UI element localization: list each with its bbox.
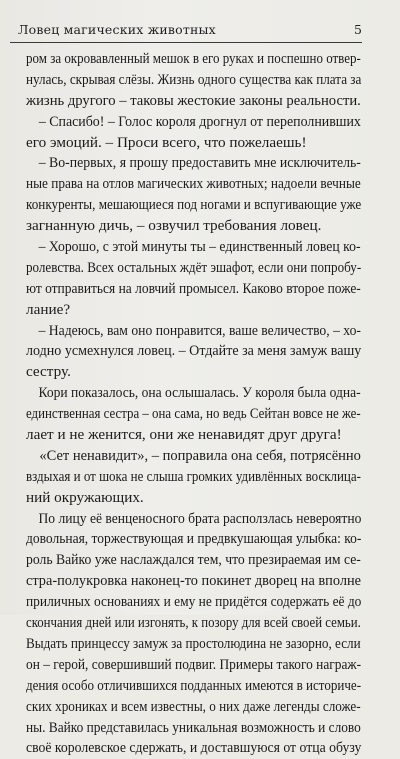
text-line: Кори показалось, она ослышалась. У короля была одна- [38,384,361,402]
text-line: роль Вайко уже наслаждался тем, что презираемая им се- [26,551,361,569]
text-line: он – герой, совершивший подвиг. Примеры такого награж- [26,655,362,673]
text-line: его эмоций. – Проси всего, что пожелаешь! [26,133,307,151]
text-line: ний окружающих. [26,488,144,506]
text-line: – Во-первых, я прошу предоставить мне исключитель- [38,154,361,172]
running-head-title: Ловец магических животных [18,22,216,37]
text-line: – Надеюсь, вам оно понравится, ваше величество, – хо- [38,321,361,339]
text-line: лание? [26,300,71,318]
text-line: По лицу её венценосного брата расползлась невероятно [38,509,362,527]
text-line: ны. Вайко представилась уникальная возможность и слово [26,718,361,736]
body-text [26,49,361,759]
text-line: довольная, торжествующая и предвкушающая улыбка: ко- [26,530,362,548]
text-line: сестру. [26,363,71,381]
text-line: конкуренты, мешающиеся под ногами и вспугивающие уже [26,196,362,214]
text-line: – Спасибо! – Голос короля дрогнул от переполнивших [38,112,361,130]
text-line: стра-полукровка наконец-то покинет дворец на вполне [26,572,362,590]
text-line: единственная сестра – она сама, но ведь Сейтан вовсе не же- [26,405,361,423]
text-line: приличных основаниях и ему не придётся содержать её до [26,593,362,611]
text-line: вздыхая и от шока не слыша громких удивлённых восклица- [26,467,361,485]
text-line: лодно усмехнулся ловец. – Отдайте за меня замуж вашу [26,342,362,360]
text-line: лает и не женится, они же ненавидят друг друга! [26,426,342,444]
page-number: 5 [354,22,362,37]
text-line: жизнь другого – таковы жестокие законы реальности. [26,91,361,109]
text-line: – Хорошо, с этой минуты ты – единственный ловец ко- [38,238,361,256]
text-line: нулась, скрывая слёзы. Жизнь одного существа как плата за [26,70,362,88]
text-line: ролевства. Всех остальных ждёт эшафот, если они попробу- [26,258,362,276]
text-line: дения особо отличившихся подданных имеются в историче- [26,676,362,694]
text-line: ют отправиться на ловчий промысел. Каково второе поже- [26,279,361,297]
text-line: «Сет ненавидит», – поправила она себя, потрясённо [39,446,361,464]
text-line: своё королевское сдержать, и доставшуюся от отца обузу [26,739,362,757]
text-line: ром за окровавленный мешок в его руках и поспешно отвер- [26,50,361,67]
running-header [10,22,362,43]
text-line: ских хрониках и всем известны, о них даже легенды сложе- [26,697,361,715]
text-line: загнанную дичь, – озвучил требования ловец. [26,217,322,235]
text-line: скончания дней или изгонять, к позору для всей своей семьи. [26,614,361,632]
text-line: Выдать принцессу замуж за простолюдина не зазорно, если [26,634,361,652]
text-line: ные права на отлов магических животных; надоели вечные [26,175,361,193]
